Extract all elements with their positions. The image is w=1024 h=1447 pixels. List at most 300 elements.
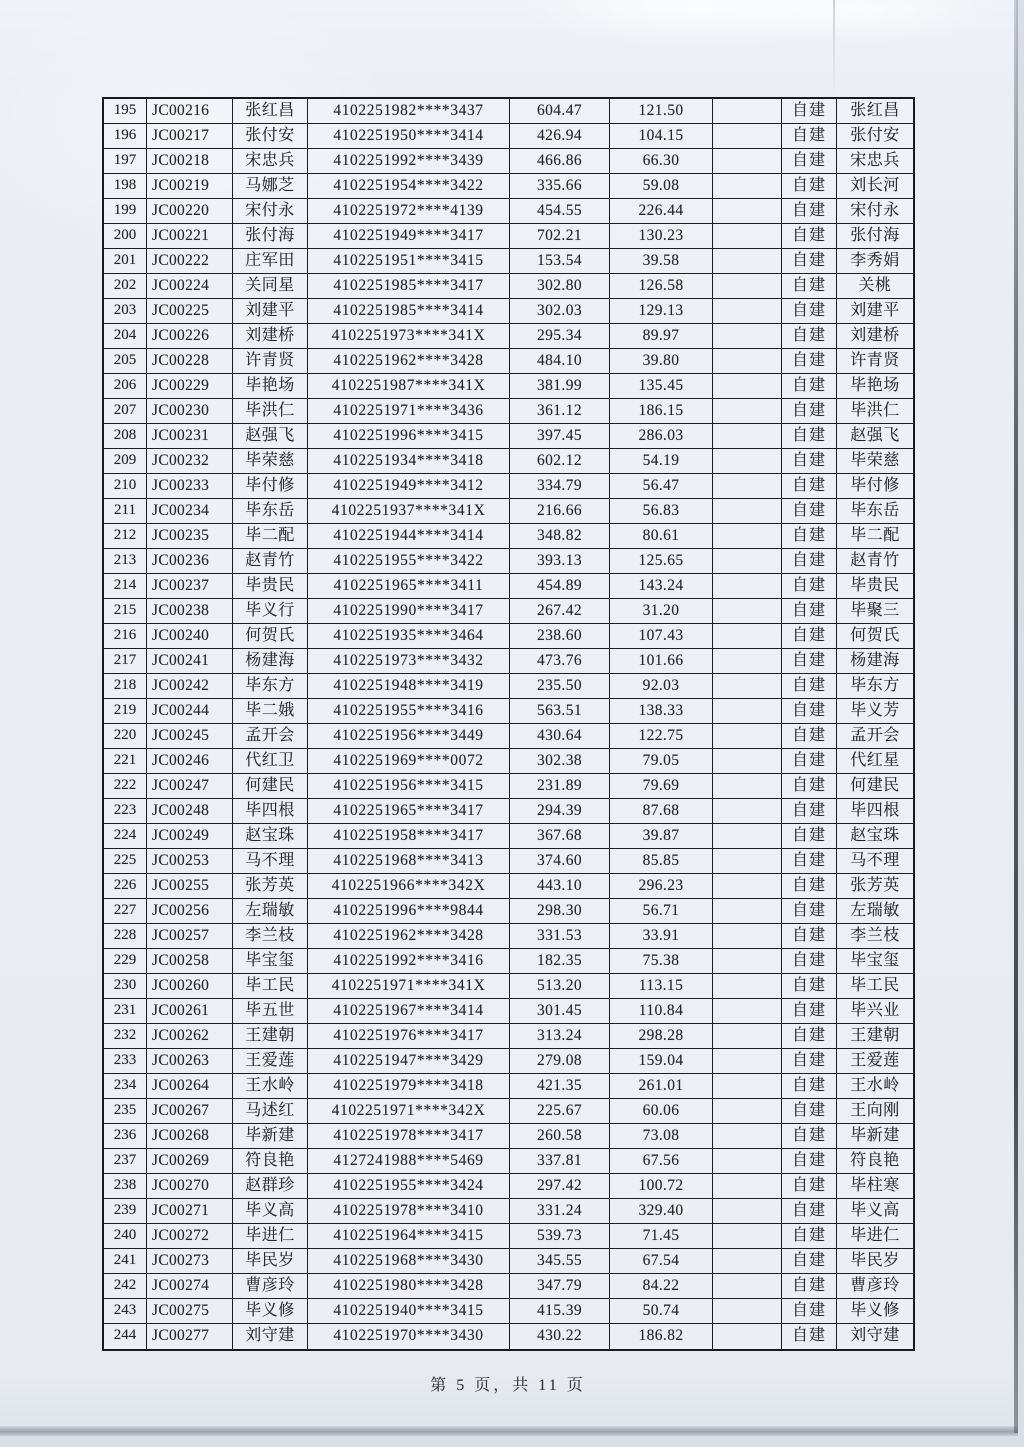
cell-name-2: 毕宝玺 <box>837 949 913 974</box>
cell-id-number: 4102251968****3430 <box>308 1249 510 1274</box>
cell-name: 毕工民 <box>233 974 308 999</box>
cell-name: 毕四根 <box>233 799 308 824</box>
cell-blank <box>713 374 782 399</box>
cell-code: JC00275 <box>147 1299 233 1324</box>
cell-name-2: 关桃 <box>837 274 913 299</box>
cell-name: 毕宝玺 <box>233 949 308 974</box>
cell-amount-1: 454.89 <box>510 574 610 599</box>
cell-build-type: 自建 <box>782 474 837 499</box>
table-row <box>104 674 913 699</box>
cell-build-type: 自建 <box>782 874 837 899</box>
cell-id-number: 4102251950****3414 <box>308 124 510 149</box>
cell-amount-2: 84.22 <box>610 1274 713 1299</box>
cell-blank <box>713 349 782 374</box>
cell-name-2: 宋忠兵 <box>837 149 913 174</box>
table-row <box>104 499 913 524</box>
cell-blank <box>713 1224 782 1249</box>
table-row <box>104 174 913 199</box>
cell-code: JC00242 <box>147 674 233 699</box>
cell-code: JC00261 <box>147 999 233 1024</box>
cell-amount-1: 334.79 <box>510 474 610 499</box>
cell-id-number: 4102251935****3464 <box>308 624 510 649</box>
cell-code: JC00233 <box>147 474 233 499</box>
cell-row-number: 210 <box>104 474 147 499</box>
cell-name-2: 代红星 <box>837 749 913 774</box>
cell-amount-1: 153.54 <box>510 249 610 274</box>
cell-build-type: 自建 <box>782 1249 837 1274</box>
cell-amount-2: 39.58 <box>610 249 713 274</box>
cell-name-2: 毕荣慈 <box>837 449 913 474</box>
cell-build-type: 自建 <box>782 699 837 724</box>
table-row <box>104 449 913 474</box>
cell-name-2: 赵青竹 <box>837 549 913 574</box>
cell-name: 张付海 <box>233 224 308 249</box>
cell-amount-2: 296.23 <box>610 874 713 899</box>
cell-build-type: 自建 <box>782 1274 837 1299</box>
cell-id-number: 4102251968****3413 <box>308 849 510 874</box>
data-table <box>102 97 915 1351</box>
cell-blank <box>713 324 782 349</box>
cell-id-number: 4102251978****3410 <box>308 1199 510 1224</box>
cell-name: 马娜芝 <box>233 174 308 199</box>
cell-amount-2: 66.30 <box>610 149 713 174</box>
table-row <box>104 874 913 899</box>
cell-name-2: 刘守建 <box>850 1327 900 1344</box>
cell-amount-1: 337.81 <box>510 1149 610 1174</box>
cell-name-2: 何贺氏 <box>837 624 913 649</box>
cell-amount-2: 100.72 <box>610 1174 713 1199</box>
page-right-edge-shadow <box>1014 0 1018 1433</box>
cell-amount-1: 267.42 <box>510 599 610 624</box>
cell-amount-2: 80.61 <box>610 524 713 549</box>
cell-id-number: 4102251978****3417 <box>308 1124 510 1149</box>
cell-blank <box>713 99 782 124</box>
cell-row-number: 207 <box>104 399 147 424</box>
cell-build-type: 自建 <box>782 1074 837 1099</box>
cell-amount-1: 331.53 <box>510 924 610 949</box>
cell-row-number: 239 <box>104 1199 147 1224</box>
cell-build-type: 自建 <box>782 1299 837 1324</box>
cell-blank <box>713 1249 782 1274</box>
cell-blank <box>713 1324 782 1349</box>
cell-blank <box>713 649 782 674</box>
cell-amount-1: 345.55 <box>510 1249 610 1274</box>
cell-name: 孟开会 <box>233 724 308 749</box>
cell-id-number: 4102251971****341X <box>308 974 510 999</box>
cell-blank <box>713 924 782 949</box>
cell-amount-2: 87.68 <box>610 799 713 824</box>
table-row <box>104 1249 913 1274</box>
cell-code: JC00237 <box>147 574 233 599</box>
cell-amount-1: 313.24 <box>510 1024 610 1049</box>
cell-amount-2: 110.84 <box>610 999 713 1024</box>
cell-blank <box>713 249 782 274</box>
cell-code: JC00273 <box>147 1249 233 1274</box>
cell-amount-1: 260.58 <box>510 1124 610 1149</box>
cell-amount-1: 539.73 <box>510 1224 610 1249</box>
cell-amount-2: 79.69 <box>610 774 713 799</box>
cell-name-2: 赵强飞 <box>837 424 913 449</box>
cell-row-number: 196 <box>104 124 147 149</box>
table-row <box>104 649 913 674</box>
table-row <box>104 474 913 499</box>
table-row <box>104 549 913 574</box>
cell-amount-1: 397.45 <box>510 424 610 449</box>
cell-id-number: 4102251966****342X <box>308 874 510 899</box>
cell-name: 毕义修 <box>233 1299 308 1324</box>
cell-amount-1: 297.42 <box>510 1174 610 1199</box>
cell-id-number: 4102251956****3449 <box>308 724 510 749</box>
cell-name-2: 刘长河 <box>837 174 913 199</box>
cell-name-2: 毕进仁 <box>837 1224 913 1249</box>
cell-blank <box>713 174 782 199</box>
cell-code: JC00248 <box>147 799 233 824</box>
cell-id-number: 4127241988****5469 <box>308 1149 510 1174</box>
cell-name-2: 毕民岁 <box>837 1249 913 1274</box>
cell-amount-2: 121.50 <box>610 99 713 124</box>
cell-name-2: 王建朝 <box>837 1024 913 1049</box>
cell-blank <box>713 949 782 974</box>
cell-name: 李兰枝 <box>233 924 308 949</box>
cell-amount-2: 261.01 <box>610 1074 713 1099</box>
cell-build-type: 自建 <box>782 724 837 749</box>
cell-amount-2: 92.03 <box>610 674 713 699</box>
cell-build-type: 自建 <box>782 324 837 349</box>
cell-name-2: 王水岭 <box>837 1074 913 1099</box>
cell-row-number: 229 <box>104 949 147 974</box>
cell-code: JC00241 <box>147 649 233 674</box>
cell-code: JC00217 <box>147 124 233 149</box>
cell-blank <box>713 849 782 874</box>
cell-blank <box>713 824 782 849</box>
table-row <box>104 774 913 799</box>
table-row <box>104 1024 913 1049</box>
cell-amount-2: 122.75 <box>610 724 713 749</box>
cell-amount-1: 421.35 <box>510 1074 610 1099</box>
cell-amount-2: 73.08 <box>610 1124 713 1149</box>
cell-code: JC00253 <box>147 849 233 874</box>
cell-code: JC00255 <box>147 874 233 899</box>
cell-amount-1: 182.35 <box>510 949 610 974</box>
cell-build-type: 自建 <box>782 299 837 324</box>
table-row <box>104 99 913 124</box>
cell-name: 许青贤 <box>233 349 308 374</box>
cell-amount-2: 186.82 <box>610 1324 713 1349</box>
cell-row-number: 203 <box>104 299 147 324</box>
table-row <box>104 574 913 599</box>
cell-row-number: 202 <box>104 274 147 299</box>
cell-build-type: 自建 <box>782 449 837 474</box>
cell-id-number: 4102251949****3412 <box>308 474 510 499</box>
cell-blank <box>713 574 782 599</box>
cell-amount-2: 89.97 <box>610 324 713 349</box>
cell-name: 刘建桥 <box>233 324 308 349</box>
cell-id-number: 4102251937****341X <box>308 499 510 524</box>
cell-blank <box>713 699 782 724</box>
cell-name-2: 赵宝珠 <box>837 824 913 849</box>
cell-code: JC00262 <box>147 1024 233 1049</box>
cell-build-type: 自建 <box>782 1224 837 1249</box>
cell-id-number: 4102251971****3436 <box>308 399 510 424</box>
cell-name-2: 马不理 <box>837 849 913 874</box>
cell-name-2: 曹彦玲 <box>837 1274 913 1299</box>
cell-amount-1: 225.67 <box>510 1099 610 1124</box>
cell-name: 毕二配 <box>233 524 308 549</box>
table-row <box>104 524 913 549</box>
cell-code: JC00267 <box>147 1099 233 1124</box>
cell-blank <box>713 499 782 524</box>
cell-amount-2: 107.43 <box>610 624 713 649</box>
cell-id-number: 4102251992****3416 <box>308 949 510 974</box>
cell-id-number: 4102251971****342X <box>308 1099 510 1124</box>
table-row <box>104 199 913 224</box>
cell-row-number: 232 <box>104 1024 147 1049</box>
cell-blank <box>713 224 782 249</box>
cell-code: JC00271 <box>147 1199 233 1224</box>
cell-build-type: 自建 <box>782 824 837 849</box>
cell-code: JC00219 <box>147 174 233 199</box>
cell-blank <box>713 524 782 549</box>
cell-blank <box>713 749 782 774</box>
cell-name: 毕义高 <box>233 1199 308 1224</box>
cell-row-number: 213 <box>104 549 147 574</box>
cell-name-2: 杨建海 <box>837 649 913 674</box>
cell-id-number: 4102251956****3415 <box>308 774 510 799</box>
cell-name: 毕二娥 <box>233 699 308 724</box>
cell-amount-1: 331.24 <box>510 1199 610 1224</box>
cell-name: 庄军田 <box>233 249 308 274</box>
cell-row-number: 221 <box>104 749 147 774</box>
cell-row-number: 198 <box>104 174 147 199</box>
cell-name-2: 张付安 <box>837 124 913 149</box>
cell-blank <box>713 549 782 574</box>
cell-blank <box>713 449 782 474</box>
cell-name-2: 毕东岳 <box>837 499 913 524</box>
cell-amount-1: 473.76 <box>510 649 610 674</box>
cell-name-2: 毕义芳 <box>837 699 913 724</box>
page-bottom-edge-shadow <box>0 1426 1018 1436</box>
cell-blank <box>713 674 782 699</box>
cell-blank <box>713 874 782 899</box>
cell-build-type: 自建 <box>782 1199 837 1224</box>
table-row <box>104 699 913 724</box>
cell-code: JC00258 <box>147 949 233 974</box>
cell-amount-2: 33.91 <box>610 924 713 949</box>
cell-id-number: 4102251970****3430 <box>308 1324 510 1349</box>
cell-id-number: 4102251996****9844 <box>308 899 510 924</box>
cell-build-type: 自建 <box>782 1099 837 1124</box>
cell-build-type: 自建 <box>782 199 837 224</box>
cell-blank <box>713 1299 782 1324</box>
cell-name-2: 毕艳场 <box>837 374 913 399</box>
cell-name: 何贺氏 <box>233 624 308 649</box>
cell-build-type: 自建 <box>782 999 837 1024</box>
cell-build-type: 自建 <box>782 1149 837 1174</box>
cell-row-number: 216 <box>104 624 147 649</box>
cell-amount-1: 302.38 <box>510 749 610 774</box>
table-row <box>104 299 913 324</box>
cell-code: JC00235 <box>147 524 233 549</box>
table-row <box>104 1074 913 1099</box>
cell-name: 关同星 <box>233 274 308 299</box>
cell-code: JC00272 <box>147 1224 233 1249</box>
cell-id-number: 4102251965****3411 <box>308 574 510 599</box>
cell-row-number: 226 <box>104 874 147 899</box>
cell-name: 赵群珍 <box>233 1174 308 1199</box>
cell-blank <box>713 1099 782 1124</box>
cell-id-number: 4102251982****3437 <box>308 99 510 124</box>
cell-amount-2: 60.06 <box>610 1099 713 1124</box>
cell-name: 毕荣慈 <box>233 449 308 474</box>
cell-id-number: 4102251967****3414 <box>308 999 510 1024</box>
cell-amount-1: 216.66 <box>510 499 610 524</box>
cell-build-type: 自建 <box>782 549 837 574</box>
cell-row-number: 243 <box>104 1299 147 1324</box>
cell-row-number: 204 <box>104 324 147 349</box>
cell-row-number: 230 <box>104 974 147 999</box>
cell-name-2: 毕贵民 <box>837 574 913 599</box>
cell-id-number: 4102251979****3418 <box>308 1074 510 1099</box>
cell-blank <box>713 1074 782 1099</box>
cell-name-2: 张红昌 <box>837 99 913 124</box>
cell-build-type: 自建 <box>782 524 837 549</box>
cell-amount-1: 430.22 <box>510 1324 610 1349</box>
cell-row-number: 212 <box>104 524 147 549</box>
cell-id-number: 4102251973****3432 <box>308 649 510 674</box>
table-body <box>104 99 913 1349</box>
cell-code: JC00240 <box>147 624 233 649</box>
cell-code: JC00245 <box>147 724 233 749</box>
cell-code: JC00232 <box>147 449 233 474</box>
cell-build-type: 自建 <box>782 624 837 649</box>
table-row <box>104 1299 913 1324</box>
cell-name: 毕新建 <box>233 1124 308 1149</box>
cell-amount-2: 186.15 <box>610 399 713 424</box>
cell-name-2: 毕兴业 <box>837 999 913 1024</box>
cell-row-number: 233 <box>104 1049 147 1074</box>
table-row <box>104 324 913 349</box>
cell-name-2: 符良艳 <box>837 1149 913 1174</box>
cell-row-number: 205 <box>104 349 147 374</box>
cell-id-number: 4102251934****3418 <box>308 449 510 474</box>
cell-amount-1: 295.34 <box>510 324 610 349</box>
cell-row-number: 240 <box>104 1224 147 1249</box>
cell-amount-2: 130.23 <box>610 224 713 249</box>
cell-id-number: 4102251955****3422 <box>308 549 510 574</box>
cell-amount-2: 71.45 <box>610 1224 713 1249</box>
cell-name: 毕东岳 <box>233 499 308 524</box>
cell-name-2: 王爱莲 <box>837 1049 913 1074</box>
cell-amount-2: 59.08 <box>610 174 713 199</box>
cell-name: 毕贵民 <box>233 574 308 599</box>
cell-row-number: 211 <box>104 499 147 524</box>
cell-name-2: 李秀娟 <box>837 249 913 274</box>
cell-id-number: 4102251980****3428 <box>308 1274 510 1299</box>
cell-id-number: 4102251965****3417 <box>308 799 510 824</box>
table-row <box>104 224 913 249</box>
cell-id-number: 4102251954****3422 <box>308 174 510 199</box>
cell-id-number: 4102251976****3417 <box>308 1024 510 1049</box>
cell-amount-2: 39.87 <box>610 824 713 849</box>
table-row <box>104 1324 913 1349</box>
cell-build-type: 自建 <box>782 249 837 274</box>
cell-name: 宋付永 <box>233 199 308 224</box>
cell-name: 毕进仁 <box>233 1224 308 1249</box>
cell-build-type: 自建 <box>782 799 837 824</box>
cell-name-2: 毕义高 <box>837 1199 913 1224</box>
cell-amount-1: 347.79 <box>510 1274 610 1299</box>
cell-build-type: 自建 <box>782 424 837 449</box>
cell-blank <box>713 1174 782 1199</box>
cell-name: 毕五世 <box>233 999 308 1024</box>
cell-amount-1: 484.10 <box>510 349 610 374</box>
cell-id-number: 4102251985****3417 <box>308 274 510 299</box>
cell-row-number: 217 <box>104 649 147 674</box>
cell-amount-2: 56.71 <box>610 899 713 924</box>
cell-build-type: 自建 <box>782 1174 837 1199</box>
cell-name-2: 左瑞敏 <box>837 899 913 924</box>
cell-build-type: 自建 <box>782 749 837 774</box>
cell-id-number: 4102251972****4139 <box>308 199 510 224</box>
cell-blank <box>713 1199 782 1224</box>
table-row <box>104 274 913 299</box>
cell-build-type: 自建 <box>782 574 837 599</box>
cell-name: 杨建海 <box>233 649 308 674</box>
table-row <box>104 1224 913 1249</box>
table-row <box>104 1049 913 1074</box>
cell-name: 赵宝珠 <box>233 824 308 849</box>
cell-amount-2: 113.15 <box>610 974 713 999</box>
cell-id-number: 4102251996****3415 <box>308 424 510 449</box>
cell-row-number: 200 <box>104 224 147 249</box>
cell-build-type: 自建 <box>782 124 837 149</box>
cell-name: 何建民 <box>233 774 308 799</box>
cell-name: 代红卫 <box>233 749 308 774</box>
table-row <box>104 749 913 774</box>
cell-amount-1: 367.68 <box>510 824 610 849</box>
cell-id-number: 4102251964****3415 <box>308 1224 510 1249</box>
cell-blank <box>713 199 782 224</box>
cell-id-number: 4102251955****3424 <box>308 1174 510 1199</box>
cell-row-number: 231 <box>104 999 147 1024</box>
cell-amount-2: 159.04 <box>610 1049 713 1074</box>
cell-amount-2: 226.44 <box>610 199 713 224</box>
cell-amount-1: 298.30 <box>510 899 610 924</box>
cell-code: JC00230 <box>147 399 233 424</box>
cell-blank <box>713 899 782 924</box>
cell-row-number: 222 <box>104 774 147 799</box>
cell-blank <box>713 124 782 149</box>
cell-row-number: 218 <box>104 674 147 699</box>
cell-name: 毕付修 <box>233 474 308 499</box>
cell-row-number: 209 <box>104 449 147 474</box>
cell-name-2: 毕东方 <box>837 674 913 699</box>
cell-name-2: 宋付永 <box>837 199 913 224</box>
cell-code: JC00270 <box>147 1174 233 1199</box>
cell-name: 符良艳 <box>233 1149 308 1174</box>
cell-code: JC00220 <box>147 199 233 224</box>
cell-blank <box>713 399 782 424</box>
cell-code: JC00264 <box>147 1074 233 1099</box>
cell-name: 曹彦玲 <box>233 1274 308 1299</box>
cell-blank <box>713 1124 782 1149</box>
cell-name: 王建朝 <box>233 1024 308 1049</box>
cell-id-number: 4102251973****341X <box>308 324 510 349</box>
table-row <box>104 1149 913 1174</box>
cell-code: JC00268 <box>147 1124 233 1149</box>
cell-row-number: 238 <box>104 1174 147 1199</box>
cell-amount-1: 393.13 <box>510 549 610 574</box>
